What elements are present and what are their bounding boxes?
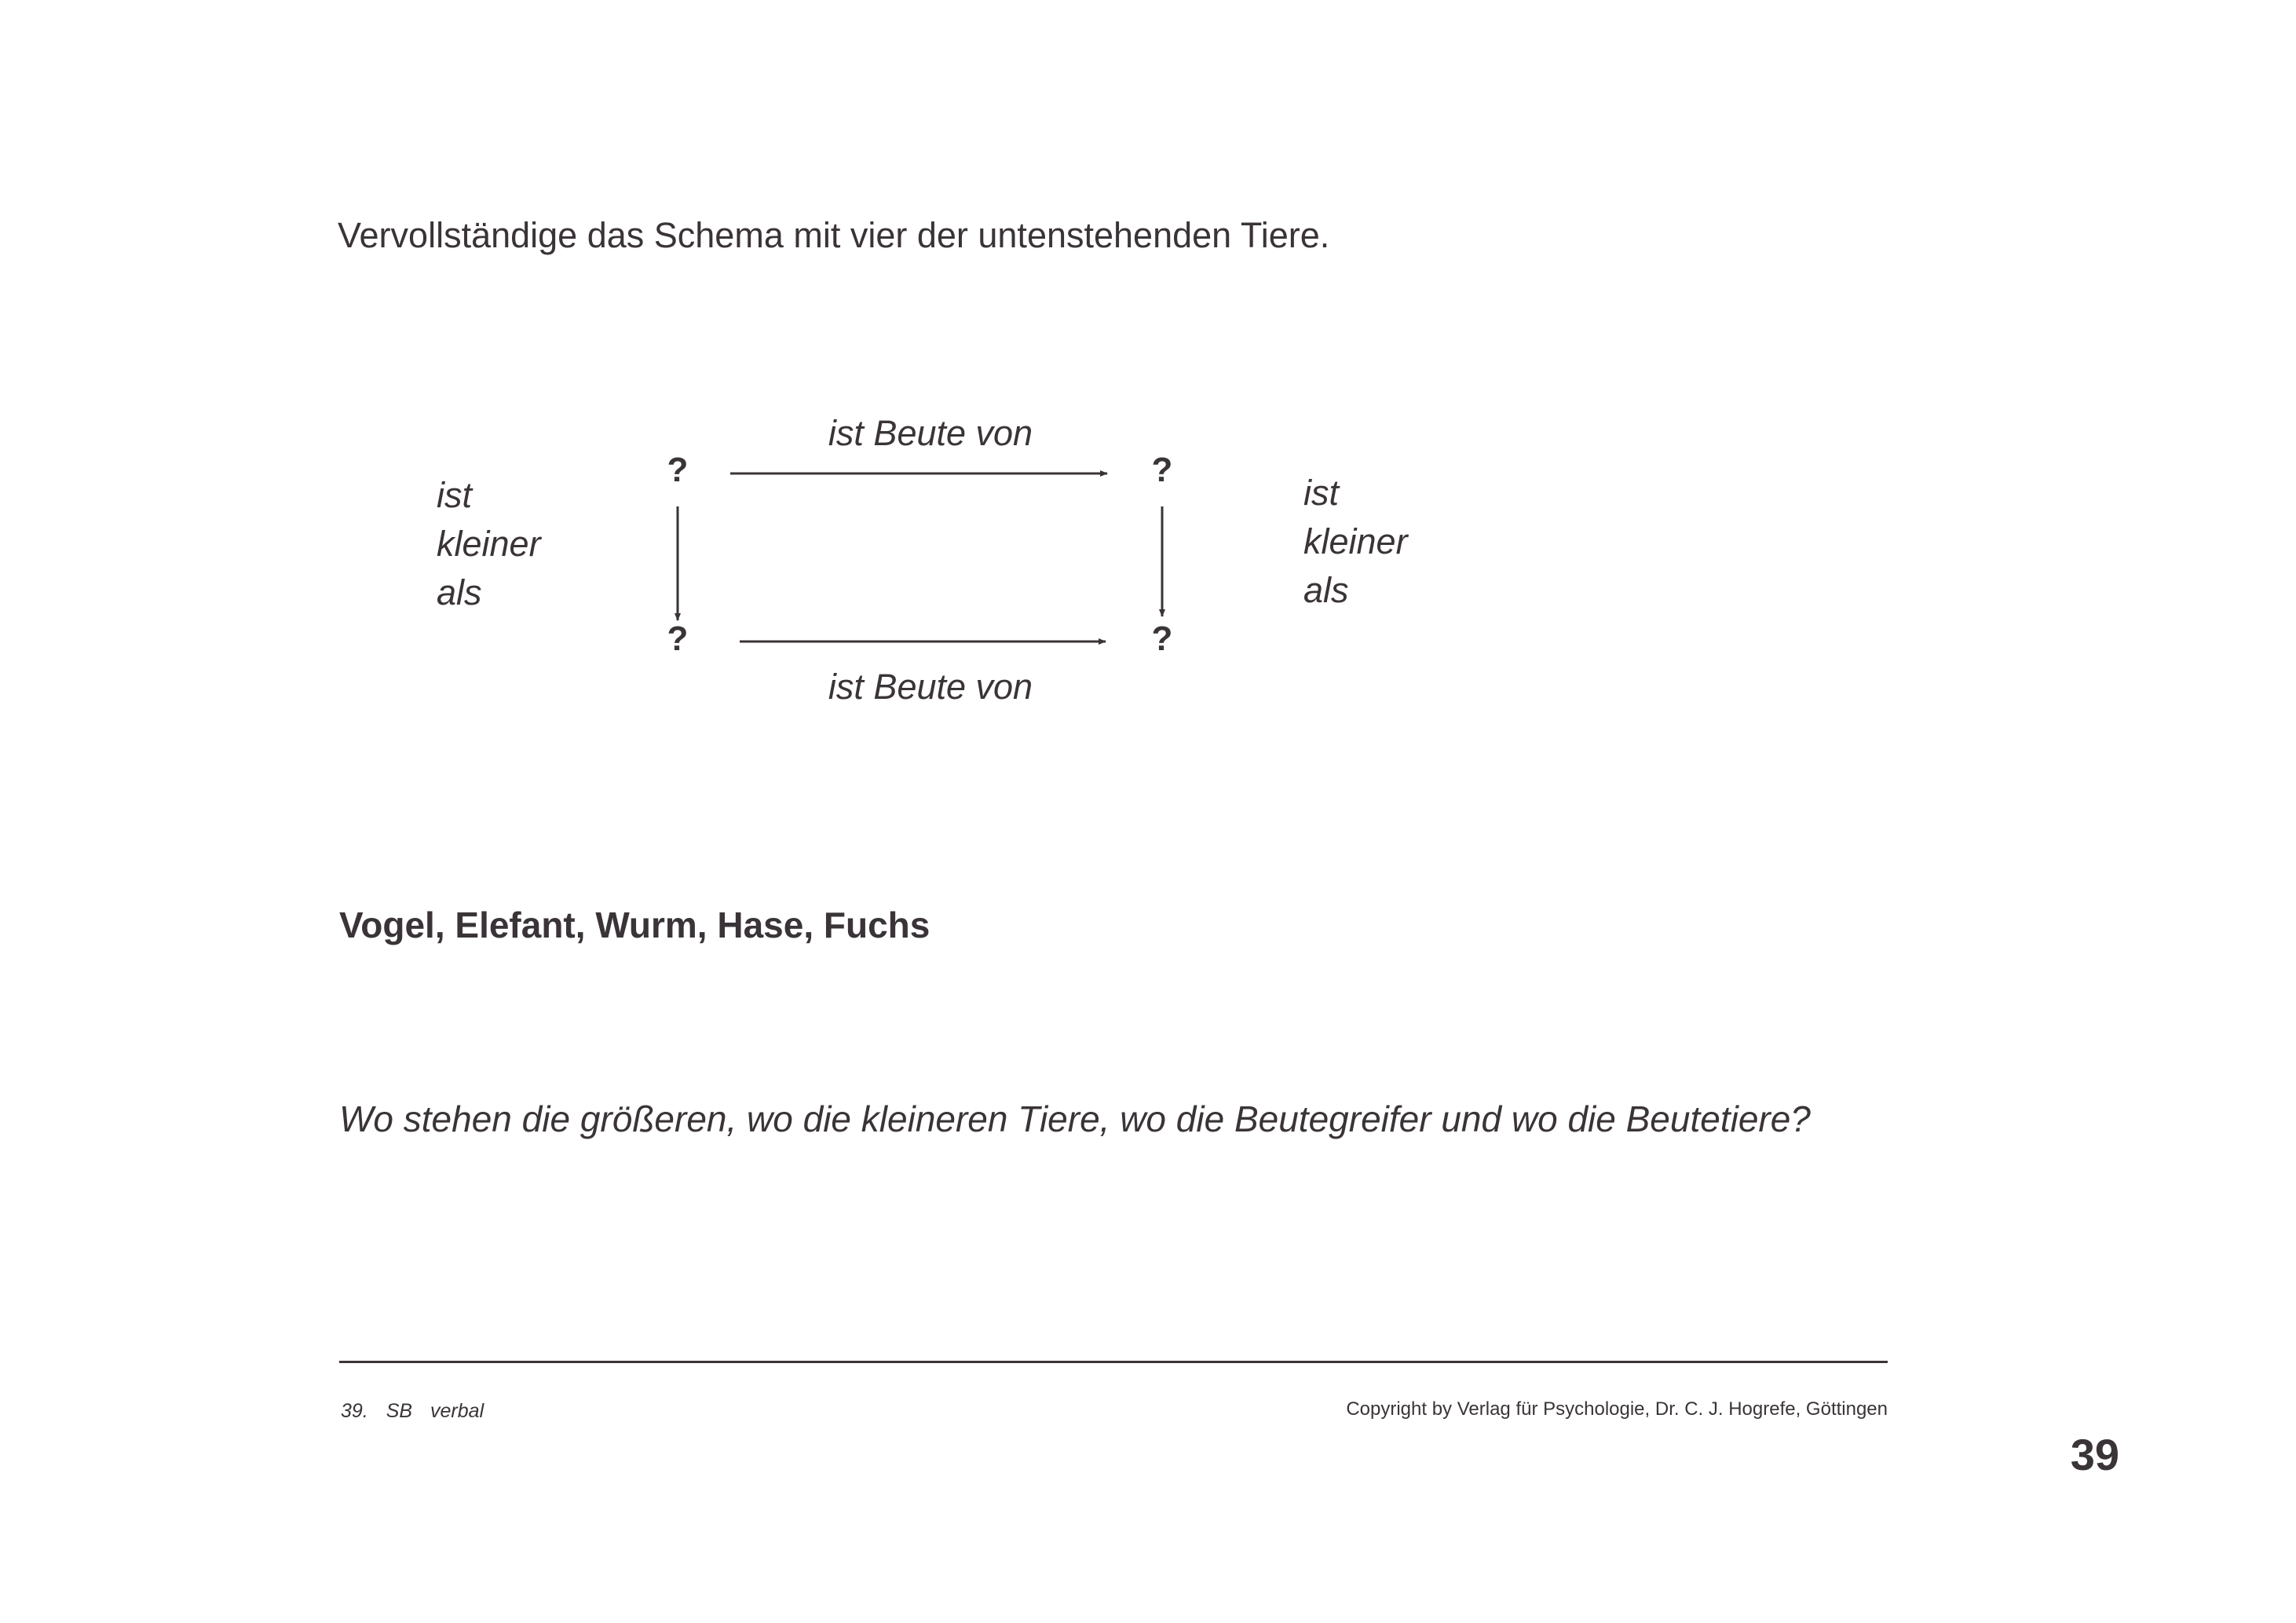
page-number: 39 [2070,1430,2119,1479]
top-relation-label: ist Beute von [828,413,1033,453]
footer-item-info [341,1399,484,1423]
left-relation-line-1: ist [437,475,472,515]
subtest-code: SB [386,1400,413,1422]
right-relation-line-3: als [1303,570,1349,610]
footer-divider [339,1361,1888,1363]
placeholder-bottom-right: ? [1151,620,1173,658]
instruction-text: Vervollständige das Schema mit vier der untenstehenden Tiere. [338,215,1330,255]
right-relation-line-1: ist [1303,473,1339,513]
bottom-relation-label: ist Beute von [828,667,1033,707]
placeholder-top-right: ? [1151,451,1173,489]
animal-list: Vogel, Elefant, Wurm, Hase, Fuchs [339,905,930,945]
item-number: 39. [341,1400,368,1422]
right-relation-line-2: kleiner [1303,521,1408,561]
placeholder-top-left: ? [667,451,689,489]
left-relation-line-2: kleiner [437,524,541,564]
subtest-category: verbal [430,1400,484,1422]
placeholder-bottom-left: ? [667,620,689,658]
hint-question: Wo stehen die größeren, wo die kleineren Tiere, wo die Beutegreifer und wo die Beutetiere? [339,1098,1811,1139]
left-relation-line-3: als [437,572,482,612]
copyright-notice: Copyright by Verlag für Psychologie, Dr. C. J. Hogrefe, Göttingen [1346,1398,1888,1420]
